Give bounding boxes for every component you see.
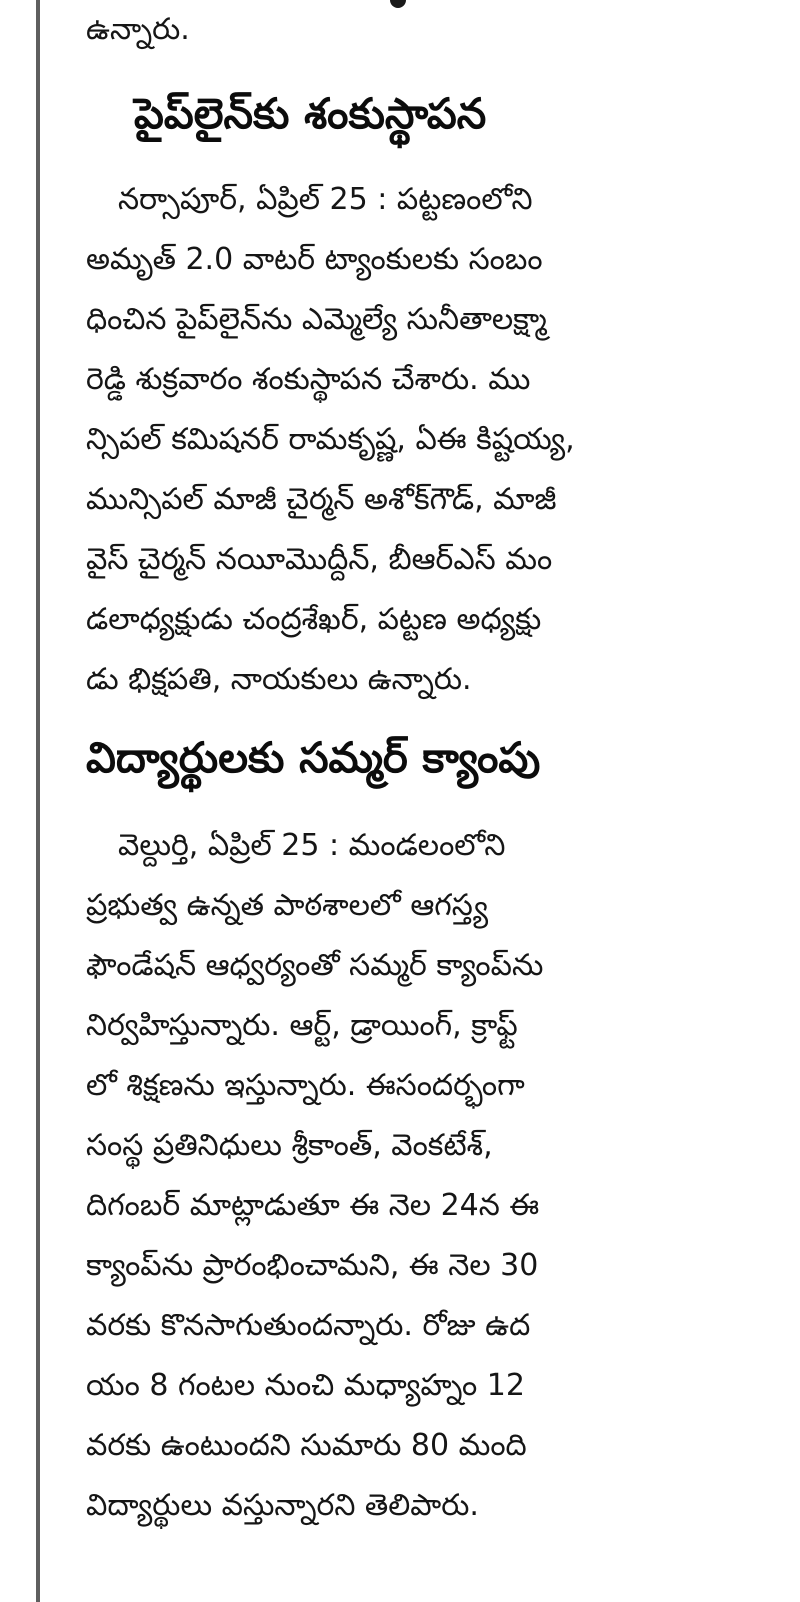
article-line: యం 8 గంటల నుంచి మధ్యాహ్నం 12 <box>86 1368 525 1403</box>
column-rule <box>36 0 40 1602</box>
headline-summer-camp: విద్యార్థులకు సమ్మర్ క్యాంపు <box>86 733 541 782</box>
article-line: న్సిపల్ కమిషనర్ రామకృష్ణ, ఏఈ కిష్టయ్య, <box>86 422 575 457</box>
article-line: డలాధ్యక్షుడు చంద్రశేఖర్, పట్టణ అధ్యక్షు <box>86 602 542 637</box>
article-line: వరకు కొనసాగుతుందన్నారు. రోజు ఉద <box>86 1308 531 1343</box>
article-line: నర్సాపూర్, ఏప్రిల్ 25 : పట్టణంలోని <box>118 182 533 217</box>
article-line: ఫౌండేషన్ ఆధ్వర్యంతో సమ్మర్ క్యాంప్‌ను <box>86 948 544 983</box>
article-line: లో శిక్షణను ఇస్తున్నారు. ఈసందర్భంగా <box>86 1068 525 1103</box>
article-line: నిర్వహిస్తున్నారు. ఆర్ట్, డ్రాయింగ్, క్రాఫ్ట్ <box>86 1008 518 1043</box>
article-line: వైస్ చైర్మన్ నయీమొద్దీన్, బీఆర్ఎస్ మం <box>86 542 553 577</box>
article-line: రెడ్డి శుక్రవారం శంకుస్థాపన చేశారు. ము <box>86 362 531 397</box>
article-line: డు భిక్షపతి, నాయకులు ఉన్నారు. <box>86 662 472 697</box>
article-line: మున్సిపల్ మాజీ చైర్మన్ అశోక్‌గౌడ్, మాజీ <box>86 482 557 517</box>
headline-pipeline: పైప్‌లైన్‌కు శంకుస్థాపన <box>134 89 487 138</box>
article-line: అమృత్ 2.0 వాటర్ ట్యాంకులకు సంబం <box>86 242 543 277</box>
article-line: సంస్థ ప్రతినిధులు శ్రీకాంత్, వెంకటేశ్, <box>86 1128 493 1163</box>
article-line: విద్యార్థులు వస్తున్నారని తెలిపారు. <box>86 1488 479 1523</box>
previous-article-tail: ఉన్నారు. <box>86 12 190 47</box>
article-line: ప్రభుత్వ ఉన్నత పాఠశాలలో ఆగస్త్య <box>86 888 489 923</box>
article-line: క్యాంప్‌ను ప్రారంభించామని, ఈ నెల 30 <box>86 1248 539 1283</box>
article-line: వెల్దుర్తి, ఏప్రిల్ 25 : మండలంలోని <box>118 828 506 863</box>
article-line: దిగంబర్ మాట్లాడుతూ ఈ నెల 24న ఈ <box>86 1188 540 1223</box>
article-line: ధించిన పైప్‌లైన్‌ను ఎమ్మెల్యే సునీతాలక్ష్మా <box>86 302 547 337</box>
article-line: వరకు ఉంటుందని సుమారు 80 మంది <box>86 1428 527 1463</box>
clipped-glyph-fragment <box>390 0 406 8</box>
